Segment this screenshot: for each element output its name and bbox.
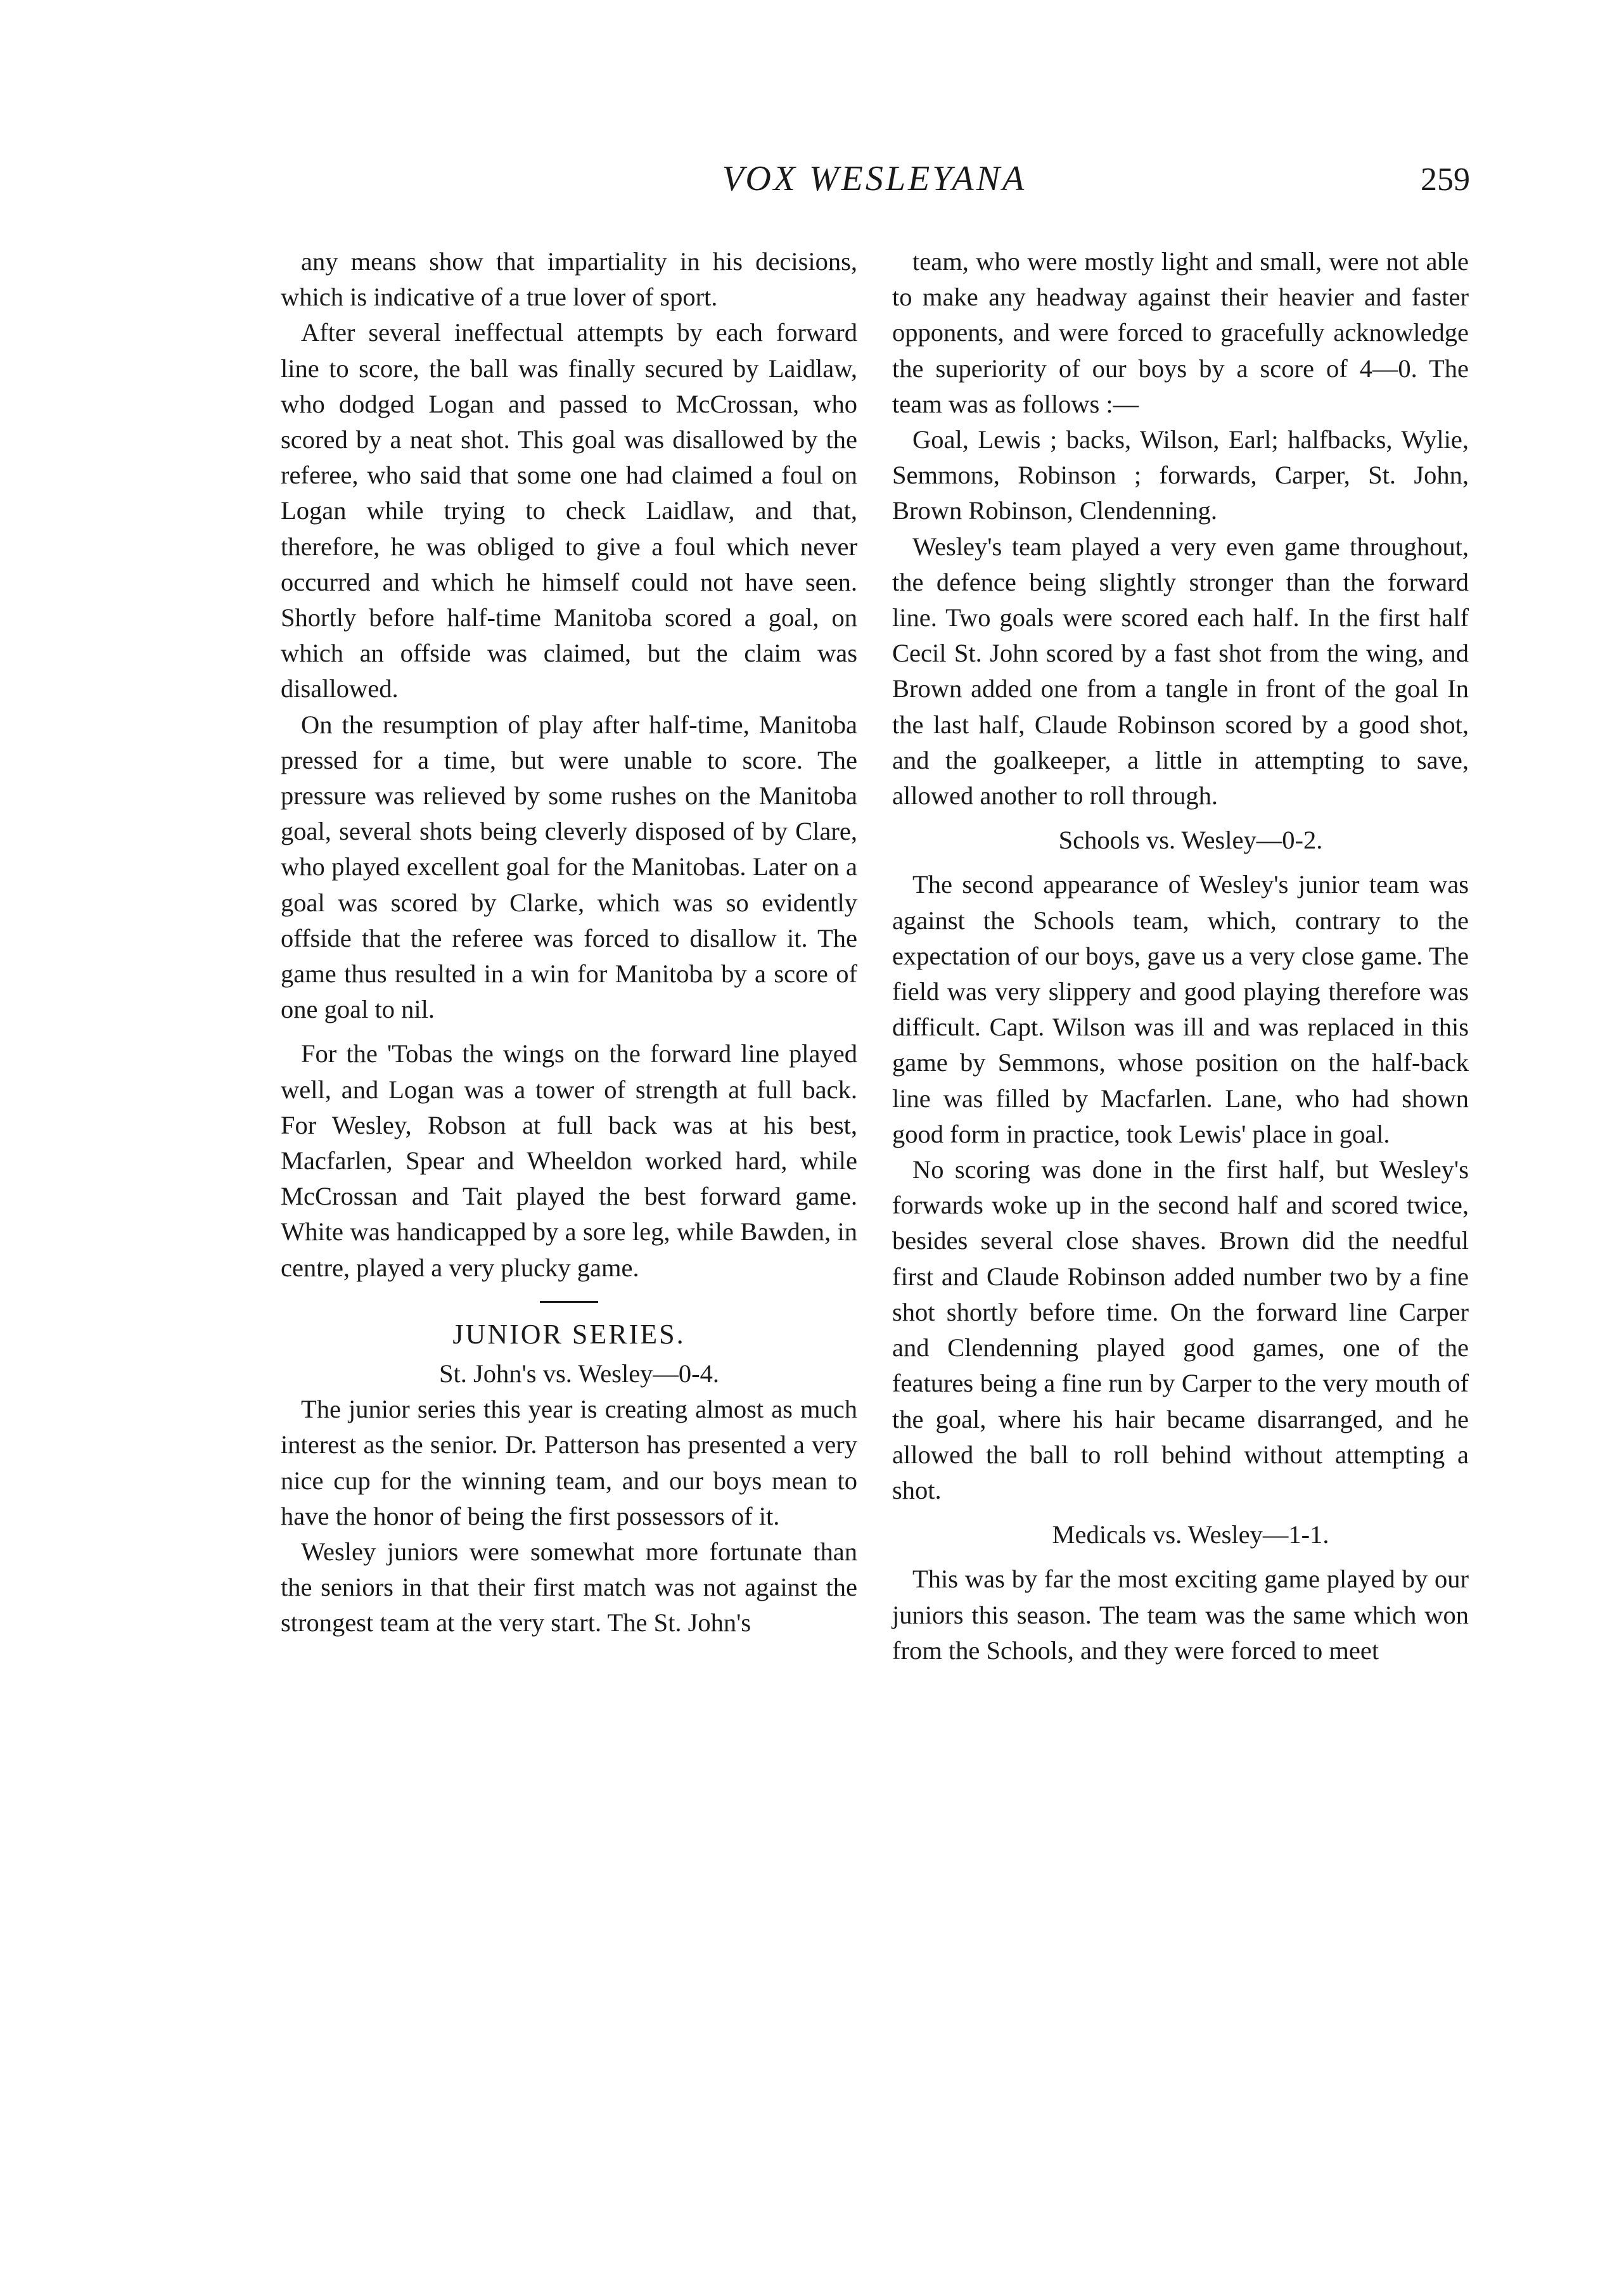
journal-title: VOX WESLEYANA xyxy=(722,159,1027,198)
section-title: JUNIOR SERIES. xyxy=(452,1318,686,1350)
right-paragraph-1: team, who were mostly light and small, were not able to make any headway against their heavier and faster opponents, and were forced to gracefully acknowledge the superiority of our boys by a score of 4—0. The team was as follows :— xyxy=(892,247,1469,418)
right-paragraph-4: The second appearance of Wesley's junior team was against the Schools team, which, contrary to the expectation of our boys, gave us a very close game. The field was very slippery and good playing therefore was difficult. Capt. Wilson was ill and was replaced in this game by Semmons, whose position on the half-back line was filled by Macfarlen. Lane, who had shown good form in practice, took Lewis' place in goal. xyxy=(892,870,1469,1148)
left-paragraph-4: For the 'Tobas the wings on the forward line played well, and Logan was a tower of strength at full back. For Wesley, Robson at full back was at his best, Macfarlen, Spear and Wheeldon worked hard, while McCrossan and Tait played the best forward game. White was handicapped by a sore leg, while Bawden, in centre, played a very plucky game. xyxy=(281,1039,857,1282)
match-heading-st-johns: St. John's vs. Wesley—0-4. xyxy=(438,1359,720,1388)
section-divider xyxy=(540,1301,598,1303)
left-column xyxy=(281,244,857,1641)
right-column xyxy=(892,244,1469,1669)
page-number: 259 xyxy=(1421,162,1470,198)
left-paragraph-6: Wesley juniors were somewhat more fortunate than the seniors in that their first match was not against the strongest team at the very start. The St. John's xyxy=(281,1537,857,1637)
right-paragraph-6: This was by far the most exciting game played by our juniors this season. The team was the same which won from the Schools, and they were forced to meet xyxy=(892,1565,1469,1665)
left-paragraph-1: any means show that impartiality in his decisions, which is indicative of a true lover of sport. xyxy=(281,247,857,312)
right-paragraph-5: No scoring was done in the first half, but Wesley's forwards woke up in the second half and scored twice, besides several close shaves. Brown did the needful first and Claude Robinson added number two by a fine shot shortly before time. On the forward line Carper and Clendenning played good games, one of the features being a fine run by Carper to the very mouth of the goal, where his hair became disarranged, and he allowed the ball to roll behind without attempting a shot. xyxy=(892,1155,1469,1504)
match-heading-medicals: Medicals vs. Wesley—1-1. xyxy=(1052,1520,1329,1549)
running-head xyxy=(279,158,1470,215)
match-heading-schools: Schools vs. Wesley—0-2. xyxy=(1058,826,1323,855)
left-paragraph-2: After several ineffectual attempts by each forward line to score, the ball was finally secured by Laidlaw, who dodged Logan and passed to McCrossan, who scored by a neat shot. This goal was disallowed by the referee, who said that some one had claimed a foul on Logan while trying to check Laidlaw, and that, therefore, he was obliged to give a foul which never occurred and which he himself could not have seen. Shortly before half-time Manitoba scored a goal, on which an offside was claimed, but the claim was disallowed. xyxy=(281,318,857,703)
right-paragraph-2: Goal, Lewis ; backs, Wilson, Earl; halfbacks, Wylie, Semmons, Robinson ; forwards, Carper, St. John, Brown Robinson, Clendenning. xyxy=(892,425,1469,525)
left-paragraph-3: On the resumption of play after half-time, Manitoba pressed for a time, but were unable to score. The pressure was relieved by some rushes on the Manitoba goal, several shots being cleverly disposed of by Clare, who played excellent goal for the Manitobas. Later on a goal was scored by Clarke, which was so evidently offside that the referee was forced to disallow it. The game thus resulted in a win for Manitoba by a score of one goal to nil. xyxy=(281,710,857,1024)
left-paragraph-5: The junior series this year is creating almost as much interest as the senior. Dr. Patterson has presented a very nice cup for the winning team, and our boys mean to have the honor of being the first possessors of it. xyxy=(281,1395,857,1530)
right-paragraph-3: Wesley's team played a very even game throughout, the defence being slightly stronger than the forward line. Two goals were scored each half. In the first half Cecil St. John scored by a fast shot from the wing, and Brown added one from a tangle in front of the goal In the last half, Claude Robinson scored by a good shot, and the goalkeeper, a little in attempting to save, allowed another to roll through. xyxy=(892,532,1469,810)
